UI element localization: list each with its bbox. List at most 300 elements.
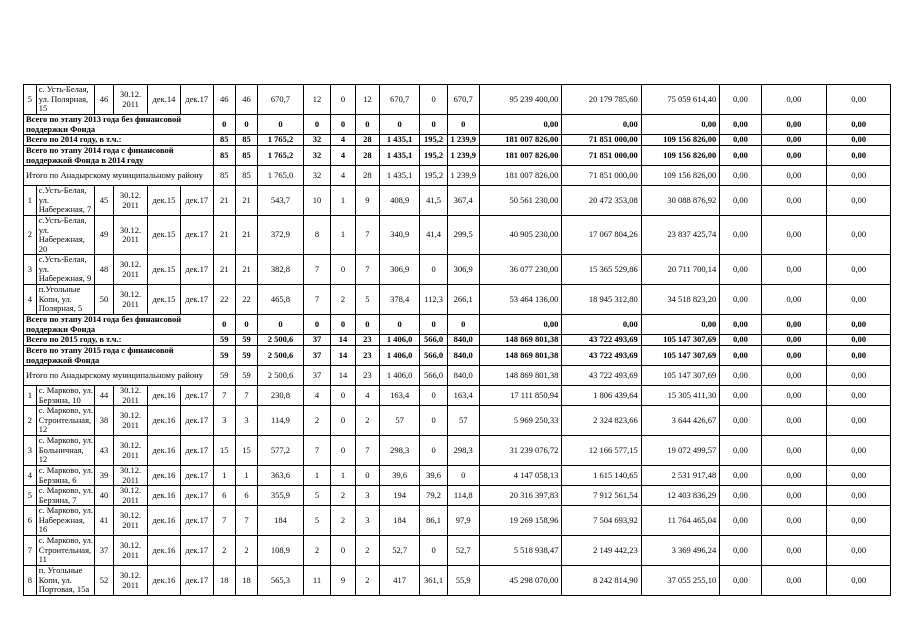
total-cell: 14 <box>331 366 355 386</box>
total-cell: 105 147 307,69 <box>641 346 719 366</box>
table-cell: 299,5 <box>447 216 479 255</box>
table-cell: 367,4 <box>447 186 479 216</box>
total-cell: 59 <box>213 346 235 366</box>
table-cell: 40 <box>95 486 114 506</box>
address-cell: с. Усть-Белая, ул. Полярная, 15 <box>36 85 94 115</box>
total-cell: 109 156 826,00 <box>641 146 719 166</box>
table-cell: 382,8 <box>258 255 304 285</box>
table-cell: 184 <box>258 506 304 536</box>
table-cell: 2 <box>303 536 331 566</box>
table-cell: 52 <box>95 566 114 596</box>
table-cell: 114,8 <box>447 486 479 506</box>
total-cell: 1 435,1 <box>380 135 420 146</box>
table-cell: дек.16 <box>147 486 180 506</box>
table-cell: 5 518 938,47 <box>479 536 562 566</box>
table-cell: 20 472 353,08 <box>562 186 641 216</box>
total-cell: 32 <box>303 146 331 166</box>
table-cell: 1 <box>235 466 257 486</box>
total-cell: 0,00 <box>720 166 761 186</box>
table-cell: дек.17 <box>180 186 213 216</box>
total-cell: 0 <box>420 315 448 335</box>
total-cell: 181 007 826,00 <box>479 146 562 166</box>
total-cell: 1 406,0 <box>380 335 420 346</box>
table-cell: 114,9 <box>258 406 304 436</box>
table-cell: дек.16 <box>147 506 180 536</box>
total-cell: 0,00 <box>827 346 891 366</box>
table-cell: дек.16 <box>147 466 180 486</box>
table-cell: дек.17 <box>180 255 213 285</box>
table-cell: 45 <box>95 186 114 216</box>
total-cell: 32 <box>303 166 331 186</box>
table-cell: 0,00 <box>720 466 761 486</box>
total-cell: 0,00 <box>827 315 891 335</box>
table-cell: 0,00 <box>720 85 761 115</box>
total-cell: 0,00 <box>827 335 891 346</box>
table-row <box>24 386 891 406</box>
table-cell: 2 <box>24 216 37 255</box>
table-cell: 0 <box>420 255 448 285</box>
table-cell: 2 <box>24 406 37 436</box>
total-cell: 0,00 <box>761 115 827 135</box>
table-cell: 31 239 076,72 <box>479 436 562 466</box>
total-cell: 0 <box>303 315 331 335</box>
total-cell: 840,0 <box>447 335 479 346</box>
table-cell: 0,00 <box>761 186 827 216</box>
total-cell: 59 <box>235 366 257 386</box>
table-cell: 543,7 <box>258 186 304 216</box>
total-cell: 0,00 <box>761 146 827 166</box>
table-cell: 2 149 442,23 <box>562 536 641 566</box>
table-cell: 0,00 <box>720 536 761 566</box>
table-cell: 0,00 <box>761 466 827 486</box>
total-cell: 23 <box>355 366 379 386</box>
table-cell: 230,8 <box>258 386 304 406</box>
table-cell: 306,9 <box>380 255 420 285</box>
table-cell: 4 <box>355 386 379 406</box>
total-cell: 71 851 000,00 <box>562 166 641 186</box>
table-cell: 15 305 411,30 <box>641 386 719 406</box>
total-row <box>24 366 891 386</box>
table-cell: 0,00 <box>827 506 891 536</box>
table-cell: 163,4 <box>380 386 420 406</box>
table-cell: 7 <box>355 216 379 255</box>
table-cell: 30.12. 2011 <box>114 466 148 486</box>
table-cell: 2 531 917,48 <box>641 466 719 486</box>
table-cell: 0,00 <box>827 436 891 466</box>
table-cell: 39,6 <box>420 466 448 486</box>
table-cell: 30.12. 2011 <box>114 406 148 436</box>
table-cell: 266,1 <box>447 285 479 315</box>
address-cell: с. Марково, ул. Набережная, 16 <box>36 506 94 536</box>
total-cell: 0 <box>447 315 479 335</box>
table-body <box>24 85 891 596</box>
table-cell: 15 <box>235 436 257 466</box>
address-cell: с.Усть-Белая, ул. Набережная, 9 <box>36 255 94 285</box>
table-cell: 8 <box>24 566 37 596</box>
table-cell: 7 <box>303 285 331 315</box>
table-cell: 0,00 <box>827 536 891 566</box>
total-cell: 1 239,9 <box>447 146 479 166</box>
table-cell: 0 <box>355 466 379 486</box>
total-row <box>24 335 891 346</box>
total-cell: 4 <box>331 146 355 166</box>
table-cell: 0 <box>420 85 448 115</box>
table-cell: 53 464 136,00 <box>479 285 562 315</box>
total-cell: 59 <box>213 366 235 386</box>
table-cell: дек.17 <box>180 486 213 506</box>
table-cell: 3 <box>235 406 257 436</box>
table-cell: 19 072 499,57 <box>641 436 719 466</box>
table-cell: дек.15 <box>147 255 180 285</box>
table-cell: 30.12. 2011 <box>114 216 148 255</box>
table-cell: 30.12. 2011 <box>114 285 148 315</box>
total-cell: 0,00 <box>720 135 761 146</box>
table-cell: 12 <box>303 85 331 115</box>
total-cell: 14 <box>331 346 355 366</box>
table-cell: 0,00 <box>720 386 761 406</box>
table-cell: дек.17 <box>180 285 213 315</box>
total-cell: 0 <box>420 115 448 135</box>
total-cell: 1 765,2 <box>258 146 304 166</box>
table-cell: 0,00 <box>761 486 827 506</box>
table-cell: 0,00 <box>827 285 891 315</box>
table-cell: 2 <box>303 406 331 436</box>
table-cell: дек.15 <box>147 186 180 216</box>
total-cell: 0,00 <box>562 115 641 135</box>
table-cell: 6 <box>235 486 257 506</box>
total-cell: 566,0 <box>420 366 448 386</box>
table-cell: 12 403 836,29 <box>641 486 719 506</box>
total-cell: 71 851 000,00 <box>562 135 641 146</box>
table-cell: 30.12. 2011 <box>114 85 148 115</box>
address-cell: с. Марково, ул. Строительная, 11 <box>36 536 94 566</box>
total-cell: 32 <box>303 135 331 146</box>
table-cell: 46 <box>235 85 257 115</box>
table-cell: 0,00 <box>827 406 891 436</box>
total-cell: 0,00 <box>641 315 719 335</box>
table-cell: 0,00 <box>827 186 891 216</box>
total-cell: 0,00 <box>827 366 891 386</box>
total-cell: 85 <box>235 146 257 166</box>
table-cell: 0,00 <box>761 436 827 466</box>
total-cell: 1 406,0 <box>380 366 420 386</box>
table-cell: 21 <box>213 216 235 255</box>
total-cell: 566,0 <box>420 335 448 346</box>
total-cell: 840,0 <box>447 346 479 366</box>
table-cell: 0 <box>420 386 448 406</box>
table-cell: 52,7 <box>380 536 420 566</box>
address-cell: с. Марково, ул. Берзина, 7 <box>36 486 94 506</box>
table-cell: 0,00 <box>761 506 827 536</box>
table-cell: 15 <box>213 436 235 466</box>
address-cell: с. Марково, ул. Больничная, 12 <box>36 436 94 466</box>
table-cell: 5 <box>303 486 331 506</box>
total-cell: 37 <box>303 366 331 386</box>
address-cell: с. Марково, ул. Берзина, 10 <box>36 386 94 406</box>
table-cell: 1 806 439,64 <box>562 386 641 406</box>
table-cell: 1 <box>213 466 235 486</box>
total-cell: 59 <box>213 335 235 346</box>
total-cell: 0,00 <box>761 135 827 146</box>
table-cell: 0 <box>420 406 448 436</box>
table-cell: 50 561 230,00 <box>479 186 562 216</box>
table-cell: 194 <box>380 486 420 506</box>
table-cell: 79,2 <box>420 486 448 506</box>
total-row <box>24 135 891 146</box>
total-cell: 28 <box>355 146 379 166</box>
total-cell: 0 <box>331 315 355 335</box>
total-cell: 0 <box>235 315 257 335</box>
total-row <box>24 346 891 366</box>
table-cell: 0,00 <box>827 216 891 255</box>
total-label: Всего по 2014 году, в т.ч.: <box>24 135 214 146</box>
table-cell: дек.17 <box>180 216 213 255</box>
table-cell: 36 077 230,00 <box>479 255 562 285</box>
table-cell: 0 <box>420 436 448 466</box>
table-cell: 12 166 577,15 <box>562 436 641 466</box>
table-cell: 48 <box>95 255 114 285</box>
total-cell: 43 722 493,69 <box>562 366 641 386</box>
total-cell: 195,2 <box>420 146 448 166</box>
table-cell: 0,00 <box>761 85 827 115</box>
address-cell: с.Усть-Белая, ул. Набережная, 20 <box>36 216 94 255</box>
table-cell: 0 <box>331 536 355 566</box>
total-cell: 0,00 <box>761 346 827 366</box>
table-cell: 372,9 <box>258 216 304 255</box>
table-cell: 20 179 785,60 <box>562 85 641 115</box>
table-cell: 22 <box>213 285 235 315</box>
table-cell: 41 <box>95 506 114 536</box>
table-cell: 0,00 <box>761 285 827 315</box>
table-cell: 4 <box>24 466 37 486</box>
total-cell: 0,00 <box>761 166 827 186</box>
table-cell: 37 055 255,10 <box>641 566 719 596</box>
table-row <box>24 85 891 115</box>
table-cell: дек.17 <box>180 436 213 466</box>
table-cell: 670,7 <box>258 85 304 115</box>
total-cell: 1 435,1 <box>380 146 420 166</box>
total-cell: 195,2 <box>420 135 448 146</box>
total-label: Всего по этапу 2015 года с финансовой поддержкой Фонда <box>24 346 214 366</box>
total-cell: 0,00 <box>479 115 562 135</box>
total-label: Всего по этапу 2014 года без финансовой поддержки Фонда <box>24 315 214 335</box>
table-cell: 2 <box>355 406 379 436</box>
table-cell: 30.12. 2011 <box>114 486 148 506</box>
table-cell: 30.12. 2011 <box>114 186 148 216</box>
table-cell: 7 <box>235 506 257 536</box>
table-cell: 30 088 876,92 <box>641 186 719 216</box>
table-cell: 20 711 700,14 <box>641 255 719 285</box>
table-cell: 0,00 <box>827 466 891 486</box>
total-cell: 0 <box>380 315 420 335</box>
total-cell: 0,00 <box>720 146 761 166</box>
total-cell: 1 406,0 <box>380 346 420 366</box>
table-cell: 49 <box>95 216 114 255</box>
table-cell: 46 <box>213 85 235 115</box>
table-cell: 30.12. 2011 <box>114 436 148 466</box>
table-cell: 7 <box>303 436 331 466</box>
table-cell: 670,7 <box>380 85 420 115</box>
total-row <box>24 115 891 135</box>
total-cell: 0,00 <box>562 315 641 335</box>
table-cell: 12 <box>355 85 379 115</box>
total-cell: 181 007 826,00 <box>479 166 562 186</box>
table-cell: 0,00 <box>720 436 761 466</box>
total-cell: 43 722 493,69 <box>562 346 641 366</box>
total-row <box>24 146 891 166</box>
table-cell: 7 <box>355 436 379 466</box>
total-cell: 71 851 000,00 <box>562 146 641 166</box>
total-cell: 1 435,1 <box>380 166 420 186</box>
total-cell: 195,2 <box>420 166 448 186</box>
table-cell: 7 912 561,54 <box>562 486 641 506</box>
total-cell: 0,00 <box>827 166 891 186</box>
table-cell: 10 <box>303 186 331 216</box>
table-cell: 30.12. 2011 <box>114 386 148 406</box>
table-cell: 7 504 693,92 <box>562 506 641 536</box>
total-cell: 23 <box>355 346 379 366</box>
table-cell: 0 <box>331 255 355 285</box>
table-cell: 3 369 496,24 <box>641 536 719 566</box>
table-cell: дек.17 <box>180 386 213 406</box>
table-cell: дек.16 <box>147 566 180 596</box>
table-cell: 3 <box>355 486 379 506</box>
table-cell: 20 316 397,83 <box>479 486 562 506</box>
table-cell: 11 <box>303 566 331 596</box>
table-cell: 298,3 <box>380 436 420 466</box>
table-cell: 7 <box>24 536 37 566</box>
total-cell: 0 <box>331 115 355 135</box>
table-cell: 0,00 <box>761 536 827 566</box>
table-cell: 9 <box>331 566 355 596</box>
table-row <box>24 406 891 436</box>
table-cell: дек.16 <box>147 436 180 466</box>
table-cell: 1 <box>331 186 355 216</box>
table-cell: 8 242 814,90 <box>562 566 641 596</box>
total-cell: 148 869 801,38 <box>479 366 562 386</box>
total-cell: 105 147 307,69 <box>641 366 719 386</box>
total-cell: 181 007 826,00 <box>479 135 562 146</box>
total-cell: 2 500,6 <box>258 366 304 386</box>
table-cell: 4 <box>24 285 37 315</box>
table-cell: 3 <box>355 506 379 536</box>
table-cell: 2 324 823,66 <box>562 406 641 436</box>
table-cell: 6 <box>213 486 235 506</box>
table-cell: 0,00 <box>720 255 761 285</box>
table-cell: 44 <box>95 386 114 406</box>
total-cell: 37 <box>303 346 331 366</box>
table-cell: 565,3 <box>258 566 304 596</box>
table-cell: 9 <box>355 186 379 216</box>
total-cell: 59 <box>235 335 257 346</box>
table-cell: 41,5 <box>420 186 448 216</box>
total-cell: 109 156 826,00 <box>641 135 719 146</box>
table-cell: 378,4 <box>380 285 420 315</box>
table-cell: 577,2 <box>258 436 304 466</box>
housing-program-table <box>23 84 891 596</box>
table-cell: 0,00 <box>761 386 827 406</box>
total-cell: 0 <box>235 115 257 135</box>
table-cell: 5 <box>24 486 37 506</box>
table-cell: дек.14 <box>147 85 180 115</box>
table-cell: 2 <box>331 486 355 506</box>
table-cell: 57 <box>447 406 479 436</box>
table-cell: 1 <box>331 466 355 486</box>
table-row <box>24 216 891 255</box>
table-cell: дек.17 <box>180 566 213 596</box>
table-cell: 298,3 <box>447 436 479 466</box>
table-cell: дек.16 <box>147 406 180 436</box>
table-cell: дек.15 <box>147 285 180 315</box>
total-cell: 0 <box>355 315 379 335</box>
total-cell: 0,00 <box>761 366 827 386</box>
total-cell: 148 869 801,38 <box>479 335 562 346</box>
total-label: Всего по 2015 году, в т.ч.: <box>24 335 214 346</box>
table-cell: 7 <box>213 386 235 406</box>
table-cell: 0 <box>447 466 479 486</box>
table-row <box>24 186 891 216</box>
table-cell: 39,6 <box>380 466 420 486</box>
table-cell: 7 <box>303 255 331 285</box>
table-cell: 45 298 070,00 <box>479 566 562 596</box>
total-label: Всего по этапу 2013 года без финансовой поддержки Фонда <box>24 115 214 135</box>
table-cell: 2 <box>331 285 355 315</box>
table-cell: 40 905 230,00 <box>479 216 562 255</box>
table-row <box>24 486 891 506</box>
table-cell: 1 <box>24 186 37 216</box>
total-cell: 148 869 801,38 <box>479 346 562 366</box>
address-cell: с. Марково, ул. Строительная, 12 <box>36 406 94 436</box>
table-cell: 2 <box>331 506 355 536</box>
table-cell: 7 <box>355 255 379 285</box>
table-cell: 0,00 <box>720 566 761 596</box>
table-cell: 0 <box>420 536 448 566</box>
table-cell: дек.16 <box>147 386 180 406</box>
table-row <box>24 466 891 486</box>
table-cell: 21 <box>235 255 257 285</box>
table-cell: 0,00 <box>720 506 761 536</box>
table-cell: 1 <box>303 466 331 486</box>
table-cell: 5 <box>355 285 379 315</box>
total-cell: 0,00 <box>761 315 827 335</box>
table-cell: дек.17 <box>180 85 213 115</box>
table-cell: 6 <box>24 506 37 536</box>
total-cell: 59 <box>235 346 257 366</box>
total-cell: 37 <box>303 335 331 346</box>
total-cell: 28 <box>355 166 379 186</box>
total-cell: 28 <box>355 135 379 146</box>
total-cell: 0 <box>258 115 304 135</box>
table-cell: 34 518 823,20 <box>641 285 719 315</box>
address-cell: с. Марково, ул. Берзина, 6 <box>36 466 94 486</box>
total-cell: 43 722 493,69 <box>562 335 641 346</box>
table-cell: 97,9 <box>447 506 479 536</box>
total-cell: 85 <box>213 166 235 186</box>
table-cell: 0,00 <box>761 566 827 596</box>
total-cell: 23 <box>355 335 379 346</box>
total-cell: 0 <box>258 315 304 335</box>
table-cell: 1 <box>24 386 37 406</box>
table-cell: 8 <box>303 216 331 255</box>
table-cell: 0,00 <box>761 216 827 255</box>
total-cell: 14 <box>331 335 355 346</box>
table-cell: 0,00 <box>720 406 761 436</box>
table-cell: 7 <box>235 386 257 406</box>
table-cell: 2 <box>213 536 235 566</box>
total-cell: 0,00 <box>761 335 827 346</box>
total-cell: 105 147 307,69 <box>641 335 719 346</box>
table-cell: 21 <box>235 186 257 216</box>
